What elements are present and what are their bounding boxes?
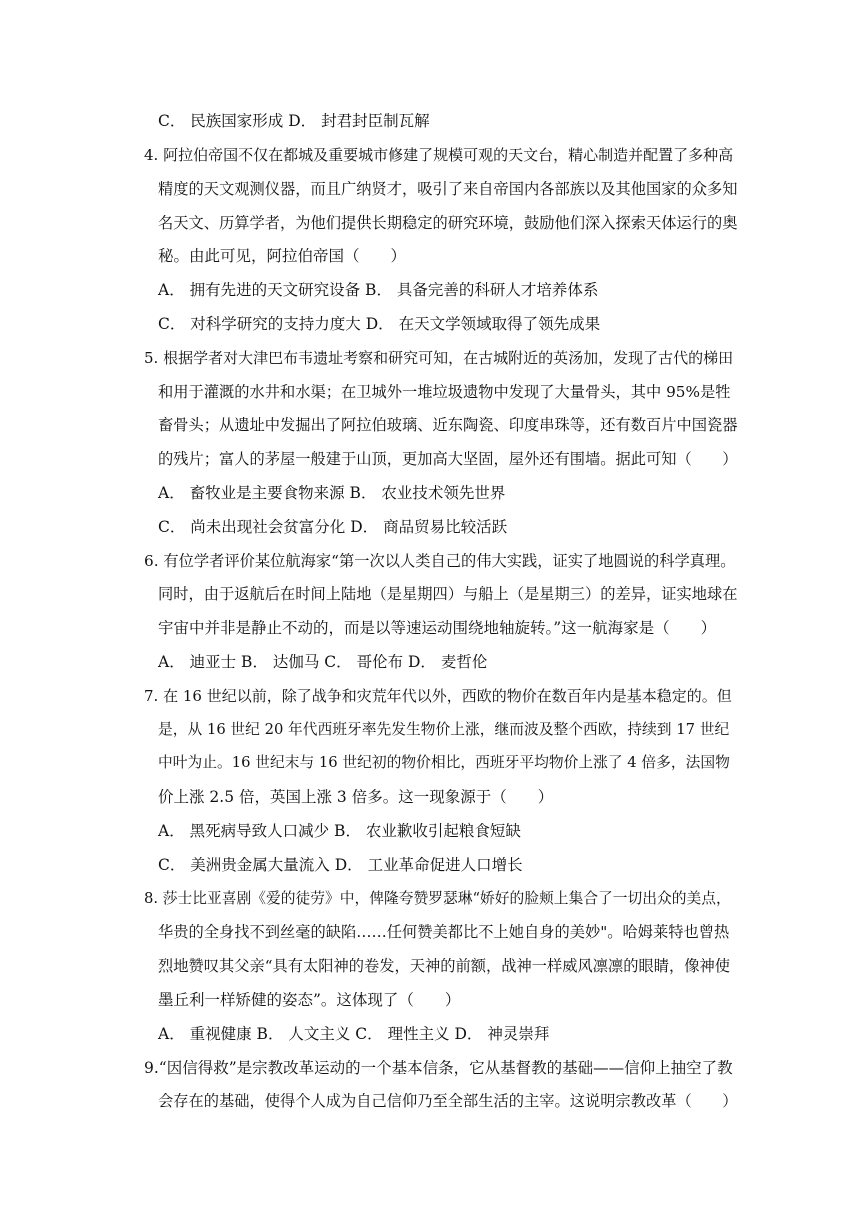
q8-stem-line-4: 墨丘利一样矫健的姿态”。这体现了（ ） (158, 991, 461, 1009)
q4-stem-line-1: 4. 阿拉伯帝国不仅在都城及重要城市修建了规模可观的天文台，精心制造并配置了多种高 (144, 146, 734, 164)
q8-stem-line-3: 烈地赞叹其父亲“具有太阳神的卷发，天神的前额，战神一样威风凛凛的眼睛，像神使 (158, 957, 731, 975)
q4-options-cd: C． 对科学研究的支持力度大 D． 在天文学领域取得了领先成果 (158, 315, 601, 333)
q5-stem-line-2: 和用于灌溉的水井和水渠；在卫城外一堆垃圾遗物中发现了大量骨头，其中 95%是牲 (158, 383, 731, 401)
q3-options-cd: C． 民族国家形成 D． 封君封臣制瓦解 (158, 112, 430, 130)
q8-options: A． 重视健康 B． 人文主义 C． 理性主义 D． 神灵崇拜 (158, 1025, 550, 1043)
q7-stem-line-1: 7. 在 16 世纪以前，除了战争和灾荒年代以外，西欧的物价在数百年内是基本稳定的。但 (144, 687, 732, 705)
q5-options-ab: A． 畜牧业是主要食物来源 B． 农业技术领先世界 (158, 484, 506, 502)
q7-options-cd: C． 美洲贵金属大量流入 D． 工业革命促进人口增长 (158, 856, 523, 874)
q9-stem-line-2: 会存在的基础，使得个人成为自己信仰乃至全部生活的主宰。这说明宗教改革（ ） (158, 1092, 738, 1110)
q7-stem-line-4: 价上涨 2.5 倍，英国上涨 3 倍多。这一现象源于（ ） (158, 788, 554, 806)
q6-stem-line-1: 6. 有位学者评价某位航海家“第一次以人类自己的伟大实践，证实了地圆说的科学真理。 (144, 552, 736, 570)
q4-stem-line-3: 名天文、历算学者，为他们提供长期稳定的研究环境，鼓励他们深入探索天体运行的奥 (158, 214, 738, 232)
q7-options-ab: A． 黑死病导致人口减少 B． 农业歉收引起粮食短缺 (158, 822, 521, 840)
q7-stem-line-3: 中叶为止。16 世纪末与 16 世纪初的物价相比，西班牙平均物价上涨了 4 倍多，法国物 (158, 754, 730, 771)
q5-stem-line-3: 畜骨头；从遗址中发掘出了阿拉伯玻璃、近东陶瓷、印度串珠等，还有数百片中国瓷器 (158, 416, 738, 434)
q9-stem-line-1: 9.“因信得救”是宗教改革运动的一个基本信条，它从基督教的基础——信仰上抽空了教 (144, 1059, 733, 1077)
q5-stem-line-1: 5. 根据学者对大津巴布韦遗址考察和研究可知，在古城附近的英汤加，发现了古代的梯田 (144, 349, 734, 367)
q8-stem-line-2: 华贵的全身找不到丝毫的缺陷……任何赞美都比不上她自身的美妙"。哈姆莱特也曾热 (158, 923, 730, 941)
q7-stem-line-2: 是，从 16 世纪 20 年代西班牙率先发生物价上涨，继而波及整个西欧，持续到 17 世纪 (158, 721, 730, 738)
q5-options-cd: C． 尚未出现社会贫富分化 D． 商品贸易比较活跃 (158, 518, 508, 536)
q6-stem-line-3: 宇宙中并非是静止不动的，而是以等速运动围绕地轴旋转。”这一航海家是（ ） (158, 619, 717, 637)
q4-options-ab: A． 拥有先进的天文研究设备 B． 具备完善的科研人才培养体系 (158, 281, 599, 299)
q4-stem-line-4: 秘。由此可见，阿拉伯帝国（ ） (158, 247, 407, 265)
q6-stem-line-2: 同时，由于返航后在时间上陆地（是星期四）与船上（是星期三）的差异，证实地球在 (158, 585, 738, 603)
q5-stem-line-4: 的残片；富人的茅屋一般建于山顶，更加高大坚固，屋外还有围墙。据此可知（ ） (158, 450, 738, 468)
q8-stem-line-1: 8. 莎士比亚喜剧《爱的徒劳》中，俾隆夸赞罗瑟琳“娇好的脸颊上集合了一切出众的美点， (144, 890, 731, 907)
q6-options: A． 迪亚士 B． 达伽马 C． 哥伦布 D． 麦哲伦 (158, 653, 488, 671)
q4-stem-line-2: 精度的天文观测仪器，而且广纳贤才，吸引了来自帝国内各部族以及其他国家的众多知 (158, 180, 738, 198)
